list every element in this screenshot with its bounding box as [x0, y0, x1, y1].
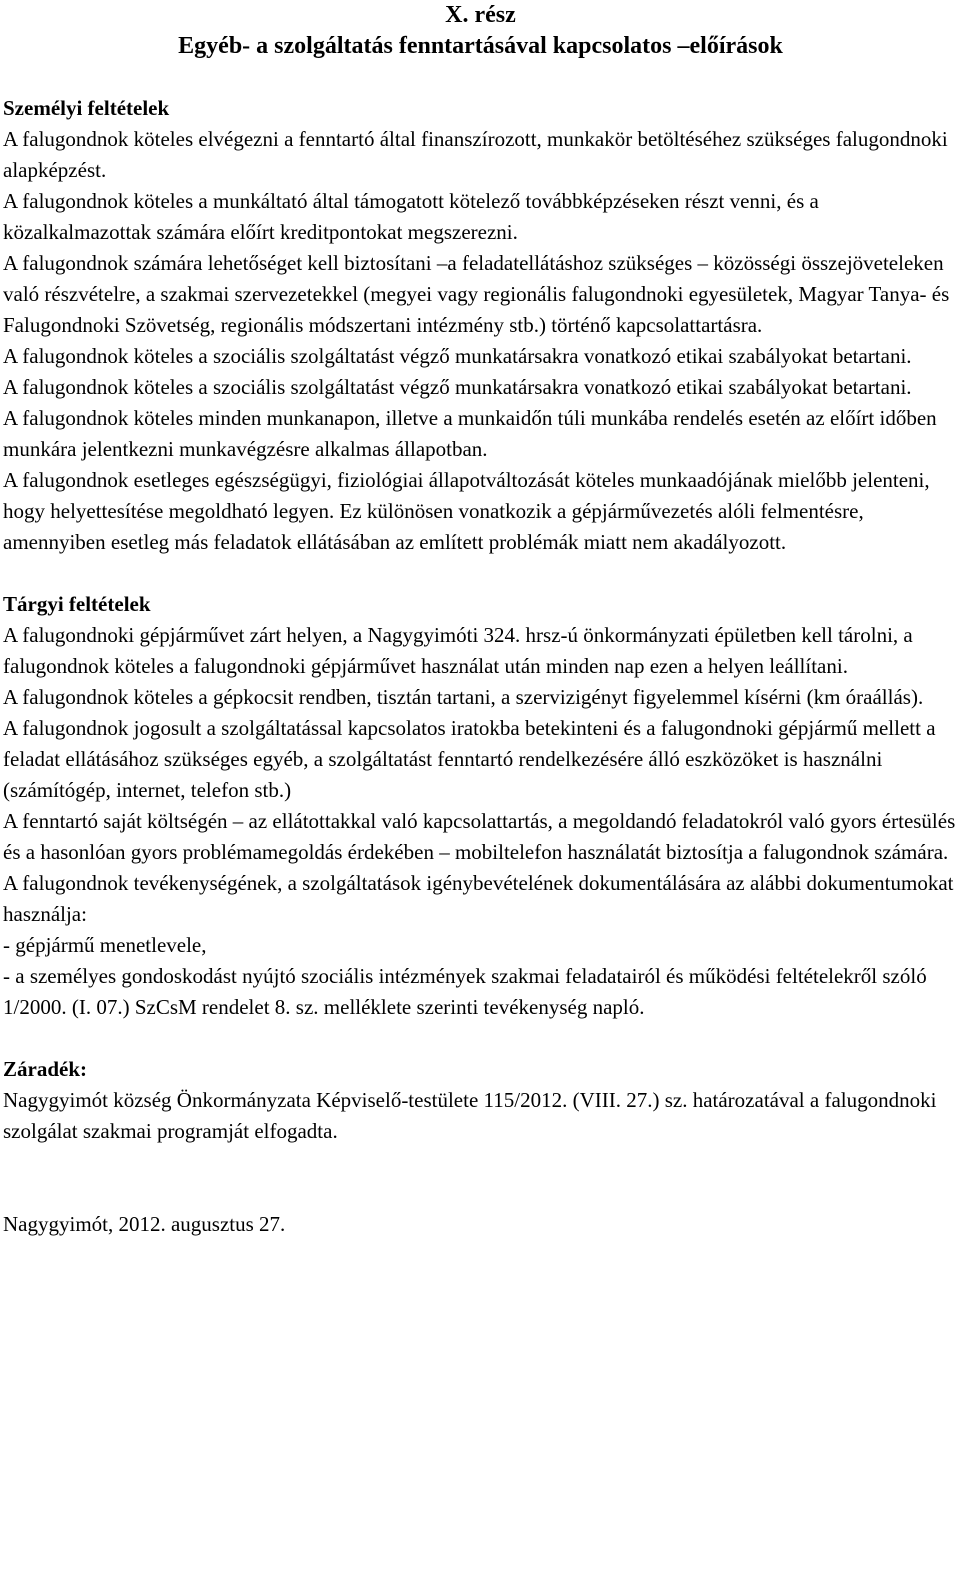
paragraph: A fenntartó saját költségén – az ellátottakkal való kapcsolattartás, a megoldandó feladatokról való gyors értesülés és a hasonlóan gyors problémamegoldás érdekében – mobiltelefon használatát biztosítja a falugondnok számára. — [3, 809, 956, 864]
list-item: - a személyes gondoskodást nyújtó szociális intézmények szakmai feladatairól és működési feltételekről szóló 1/2000. (I. 07.) SzCsM rendelet 8. sz. melléklete szerinti tevékenység napló. — [3, 964, 927, 1019]
paragraph: A falugondnok esetleges egészségügyi, fiziológiai állapotváltozását köteles munkaadójának mielőbb jelenteni, hogy helyettesítése megoldható legyen. Ez különösen vonatkozik a gépjárművezetés alóli felmentésre, amennyiben esetleg más feladatok ellátásában az említett problémák miatt nem akadályozott. — [3, 468, 930, 554]
signature-place-date: Nagygyimót, 2012. augusztus 27. — [3, 1212, 286, 1236]
paragraph: Nagygyimót község Önkormányzata Képviselő-testülete 115/2012. (VIII. 27.) sz. határozatával a falugondnoki szolgálat szakmai programját elfogadta. — [3, 1088, 937, 1143]
section-zaradek — [3, 1054, 958, 1147]
paragraph: A falugondnok számára lehetőséget kell biztosítani –a feladatellátáshoz szükséges – közösségi összejöveteleken való részvételre, a szakmai szervezetekkel (megyei vagy regionális falugondnoki egyesületek, Magyar Tanya- és Falugondnoki Szövetség, regionális módszertani intézmény stb.) történő kapcsolattartásra. — [3, 251, 950, 337]
section-szemelyi-feltetelek — [3, 93, 958, 558]
part-title: X. rész — [445, 2, 516, 28]
paragraph: A falugondnok tevékenységének, a szolgáltatások igénybevételének dokumentálására az alábbi dokumentumokat használja: — [3, 871, 954, 926]
paragraph: A falugondnok köteles a szociális szolgáltatást végző munkatársakra vonatkozó etikai szabályokat betartani. — [3, 375, 912, 399]
paragraph: A falugondnok köteles a szociális szolgáltatást végző munkatársakra vonatkozó etikai szabályokat betartani. — [3, 344, 912, 368]
paragraph: A falugondnok köteles elvégezni a fenntartó által finanszírozott, munkakör betöltéséhez szükséges falugondnoki alapképzést. — [3, 127, 948, 182]
paragraph: A falugondnok köteles minden munkanapon, illetve a munkaidőn túli munkába rendelés esetén az előírt időben munkára jelentkezni munkavégzésre alkalmas állapotban. — [3, 406, 937, 461]
section-heading: Záradék: — [3, 1057, 87, 1081]
document-page — [3, 0, 958, 1240]
paragraph: A falugondnok köteles a munkáltató által támogatott kötelező továbbképzéseken részt venni, és a közalkalmazottak számára előírt kreditpontokat megszerezni. — [3, 189, 819, 244]
paragraph: A falugondnok köteles a gépkocsit rendben, tisztán tartani, a szervizigényt figyelemmel kísérni (km óraállás). — [3, 685, 924, 709]
document-title — [3, 0, 958, 62]
part-subtitle: Egyéb- a szolgáltatás fenntartásával kapcsolatos –előírások — [178, 33, 783, 59]
section-heading: Tárgyi feltételek — [3, 592, 151, 616]
section-targyi-feltetelek — [3, 589, 958, 1023]
paragraph: A falugondnok jogosult a szolgáltatással kapcsolatos iratokba betekinteni és a falugondnoki gépjármű mellett a feladat ellátásához szükséges egyéb, a szolgáltatást fenntartó rendelkezésére álló eszközöket is használni (számítógép, internet, telefon stb.) — [3, 716, 936, 802]
list-item: - gépjármű menetlevele, — [3, 933, 207, 957]
paragraph: A falugondnoki gépjárművet zárt helyen, a Nagygyimóti 324. hrsz-ú önkormányzati épületben kell tárolni, a falugondnok köteles a falugondnoki gépjárművet használat után minden nap ezen a helyen leállítani. — [3, 623, 913, 678]
section-heading: Személyi feltételek — [3, 96, 170, 120]
